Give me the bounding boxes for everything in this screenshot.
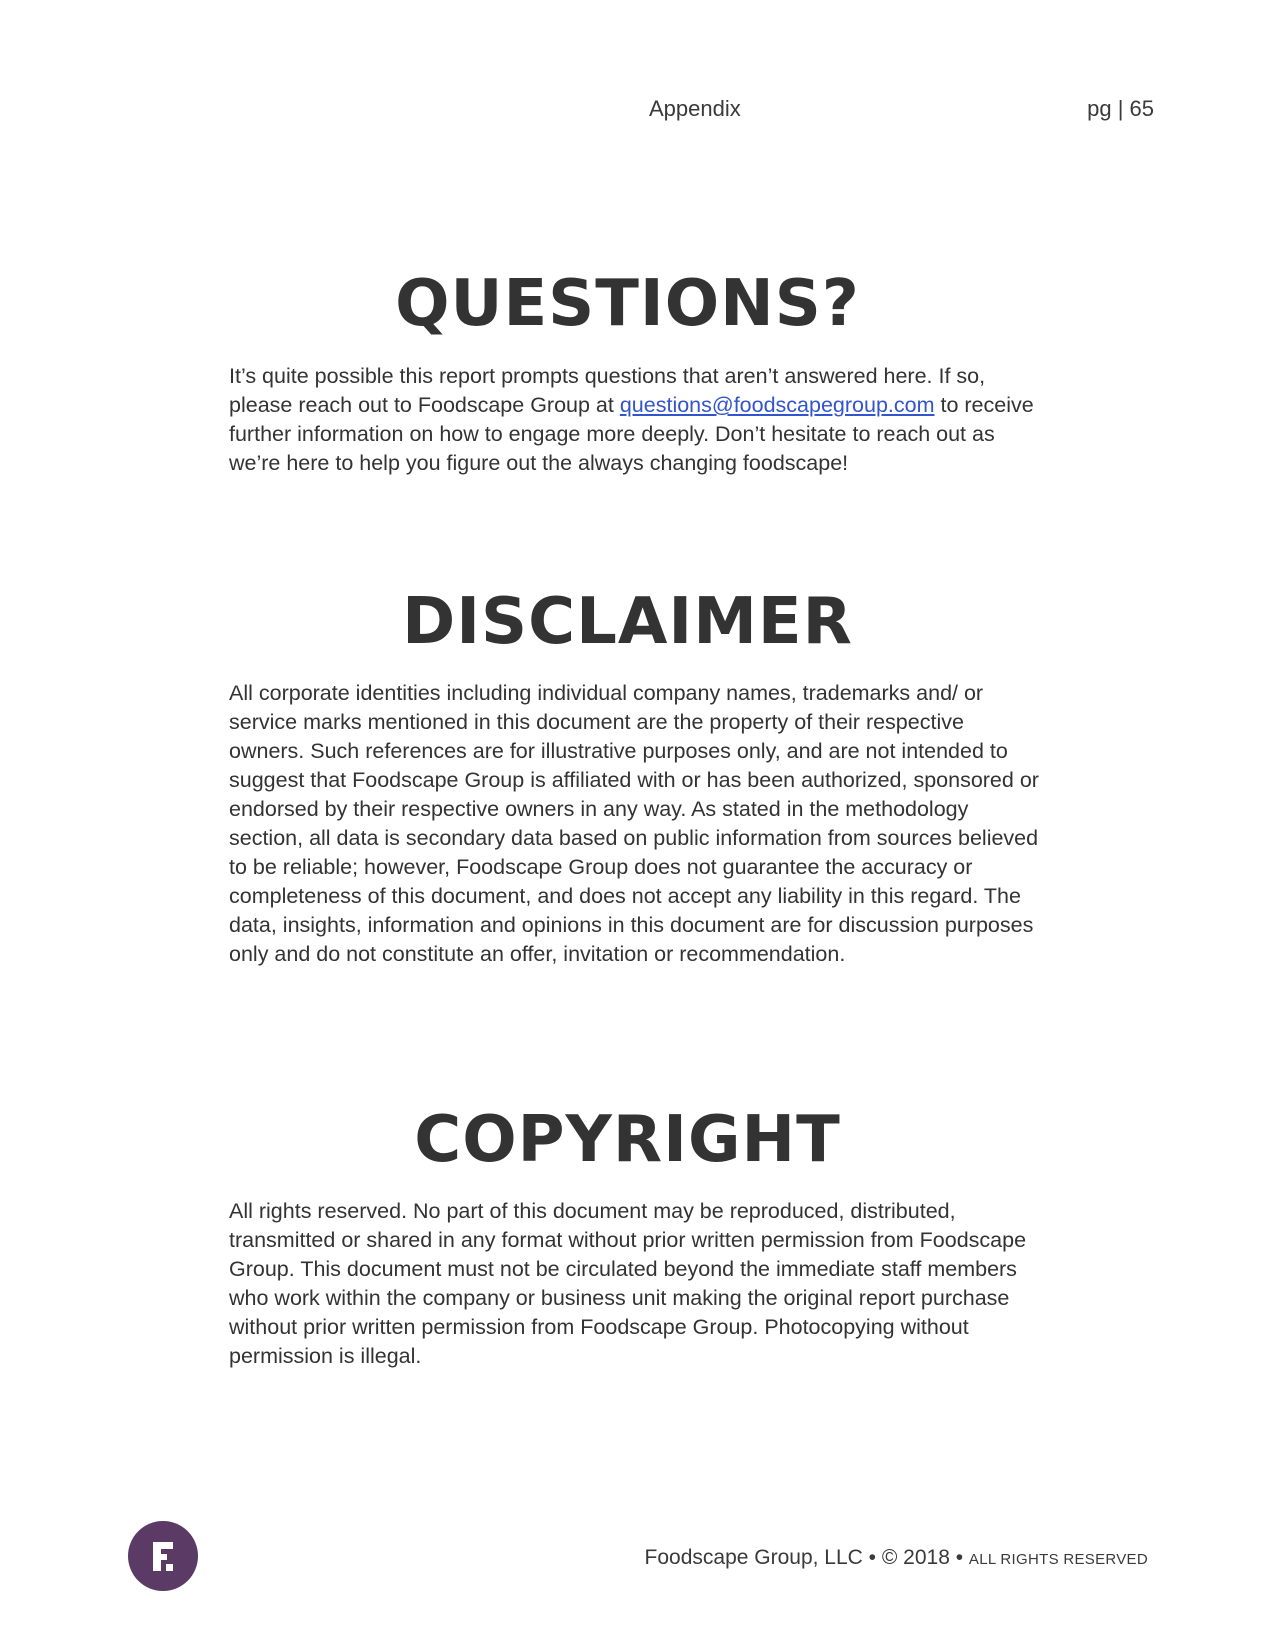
questions-text-before: It’s quite possible this report prompts questions that aren’t answered here. If so, please reach out to Foodscape Group at (229, 364, 986, 417)
copyright-text: All rights reserved. No part of this document may be reproduced, distributed, transmitted or shared in any format without prior written permission from Foodscape Group. This document must not be circulated beyond the immediate staff members who work within the company or business unit making the original report purchase without prior written permission from Foodscape Group. Photocopying without permission is illegal. (229, 1199, 1027, 1368)
footer (645, 1546, 1148, 1570)
foodscape-f-logo-icon (128, 1521, 198, 1591)
footer-rights: ALL RIGHTS RESERVED (968, 1551, 1148, 1568)
disclaimer-title: DISCLAIMER (402, 585, 853, 659)
questions-text (229, 362, 1041, 478)
copyright-title: COPYRIGHT (414, 1103, 841, 1177)
header-section-label: Appendix (649, 96, 741, 121)
questions-text-after: to receive further information on how to engage more deeply. Don’t hesitate to reach out as we’re here to help you figure out the always changing foodscape! (229, 393, 1034, 475)
questions-email-link[interactable]: questions@foodscapegroup.com (619, 393, 935, 417)
disclaimer-text: All corporate identities including individual company names, trademarks and/ or service marks mentioned in this document are the property of their respective owners. Such references are for illustrative purposes only, and are not intended to suggest that Foodscape Group is affiliated with or has been authorized, sponsored or endorsed by their respective owners in any way. As stated in the methodology section, all data is secondary data based on public information from sources believed to be reliable; however, Foodscape Group does not guarantee the accuracy or completeness of this document, and does not accept any liability in this regard. The data, insights, information and opinions in this document are for discussion purposes only and do not constitute an offer, invitation or recommendation. (229, 681, 1039, 966)
footer-company: Foodscape Group, LLC • © 2018 • (644, 1546, 969, 1569)
page-number: pg | 65 (1087, 96, 1154, 121)
questions-title: QUESTIONS? (395, 267, 860, 341)
